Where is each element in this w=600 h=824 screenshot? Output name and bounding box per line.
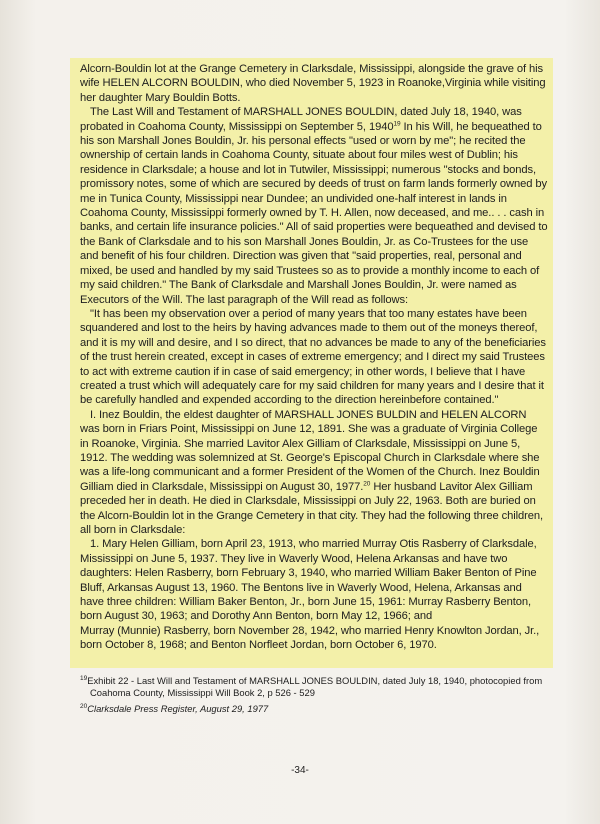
footnote-ref-20: 20 xyxy=(363,480,371,488)
paragraph-munnie: Murray (Munnie) Rasberry, born November 28, 1942, who married Henry Knowlton Jordan, Jr., born October 8, 1968; and Benton Norfleet Jordan, born October 6, 1970. xyxy=(80,624,540,652)
page-number: -34- xyxy=(291,765,309,776)
will-probate-text: The Last Will and Testament of MARSHALL JONES BOULDIN, dated July 18, 1940, was probated in Coahoma County, Mississippi on September 5, 1940 xyxy=(80,106,522,133)
paragraph-will xyxy=(80,105,548,307)
footnote-19 xyxy=(80,675,548,700)
footnote-text: Exhibit 22 - Last Will and Testament of MARSHALL JONES BOULDIN, dated July 18, 1940, photocopied from Coahoma County, Mississippi Will Book 2, p 526 - 529 xyxy=(87,675,543,699)
paragraph-inez xyxy=(80,408,548,538)
inez-bio-text: I. Inez Bouldin, the eldest daughter of MARSHALL JONES BULDIN and HELEN ALCORN was born in Friars Point, Mississippi on June 12, 1891. She was a graduate of Virginia College in Roanoke, Virginia. She married Lavitor Alex Gilliam of Clarksdale, Mississippi on June 5, 1912. The wedding was solemnized at St. George's Episcopal Church in Clarksdale where she was a life-long communicant and a former President of the Women of the Church. Inez Bouldin Gilliam died in Clarksdale, Mississippi on August 30, 1977. xyxy=(80,408,540,493)
paragraph-mary-helen: 1. Mary Helen Gilliam, born April 23, 1913, who married Murray Otis Rasberry of Clarksdale, Mississippi on June 5, 1937. They live in Waverly Wood, Helena Arkansas and have two daughters: Helen Rasberry, born February 3, 1940, who married William Baker Benton of Pine Bluff, Arkansas August 13, 1960. The Bentons live in Waverly Wood, Helena, Arkansas and have three children: William Baker Benton, Jr., born June 15, 1961: Murray Rasberry Benton, born August 30, 1963; and Dorothy Ann Benton, born May 12, 1966; and xyxy=(80,538,537,623)
paragraph-will-quote: "It has been my observation over a period of many years that too many estates have been squandered and lost to the heirs by having advances made to them out of the moneys thereof, and it is my will and desire, and I so direct, that no advances be made to any of the beneficiaries of the trust herein created, except in cases of extreme emergency; and I direct my said Trustees to act with extreme caution if in case of said emergency; in other words, I believe that I have created a trust which will adequately care for my said children for many years and I desire that it be carefully handled and expended according to the direction hereinbefore contained." xyxy=(80,307,546,407)
paragraph-burial: Alcorn-Bouldin lot at the Grange Cemetery in Clarksdale, Mississippi, alongside the grave of his wife HELEN ALCORN BOULDIN, who died November 5, 1923 in Roanoke,Virginia while visiting her daughter Mary Bouldin Botts. xyxy=(80,63,546,104)
body-text xyxy=(80,62,548,653)
footnote-number: 20 xyxy=(80,702,88,710)
footnote-ref-19: 19 xyxy=(393,119,401,127)
footnote-20 xyxy=(80,703,548,715)
footnotes xyxy=(80,675,548,718)
inez-husband-text: Her husband Lavitor Alex Gilliam preceded her in death. He died in Clarksdale, Mississippi on July 22, 1963. Both are buried on the Alcorn-Bouldin lot in the Grange Cemetery in that city. They had the following three children, all born in Clarksdale: xyxy=(80,480,544,536)
footnote-number: 19 xyxy=(80,674,88,682)
footnote-text: Clarksdale Press Register, August 29, 1977 xyxy=(87,702,269,714)
will-bequest-text: In his Will, he bequeathed to his son Marshall Jones Bouldin, Jr. his personal effects "used or worn by me"; he recited the ownership of certain lands in Coahoma County, situate about four miles west of Dublin; his residence in Clarksdale; a house and lot in Tutwiler, Mississippi; numerous "stocks and bonds, promissory notes, some of which are secured by deeds of trust on farm lands formerly owned by me in Tunica County, Mississippi near Dundee; an undivided one-half interest in lands in Coahoma County, Mississippi formerly owned by T. H. Allen, now deceased, and me.. . . cash in banks, and certain life insurance policies." All of said properties were bequeathed and devised to the Bank of Clarksdale and to his son Marshall Jones Bouldin, Jr. as Co-Trustees for the use and benefit of his four children. Direction was given that "said properties, real, personal and mixed, be used and handled by my said Trustees so as to provide a monthly income to each of my said children." The Bank of Clarksdale and Marshall Jones Bouldin, Jr. were named as Executors of the Will. The last paragraph of the Will read as follows: xyxy=(80,120,548,306)
